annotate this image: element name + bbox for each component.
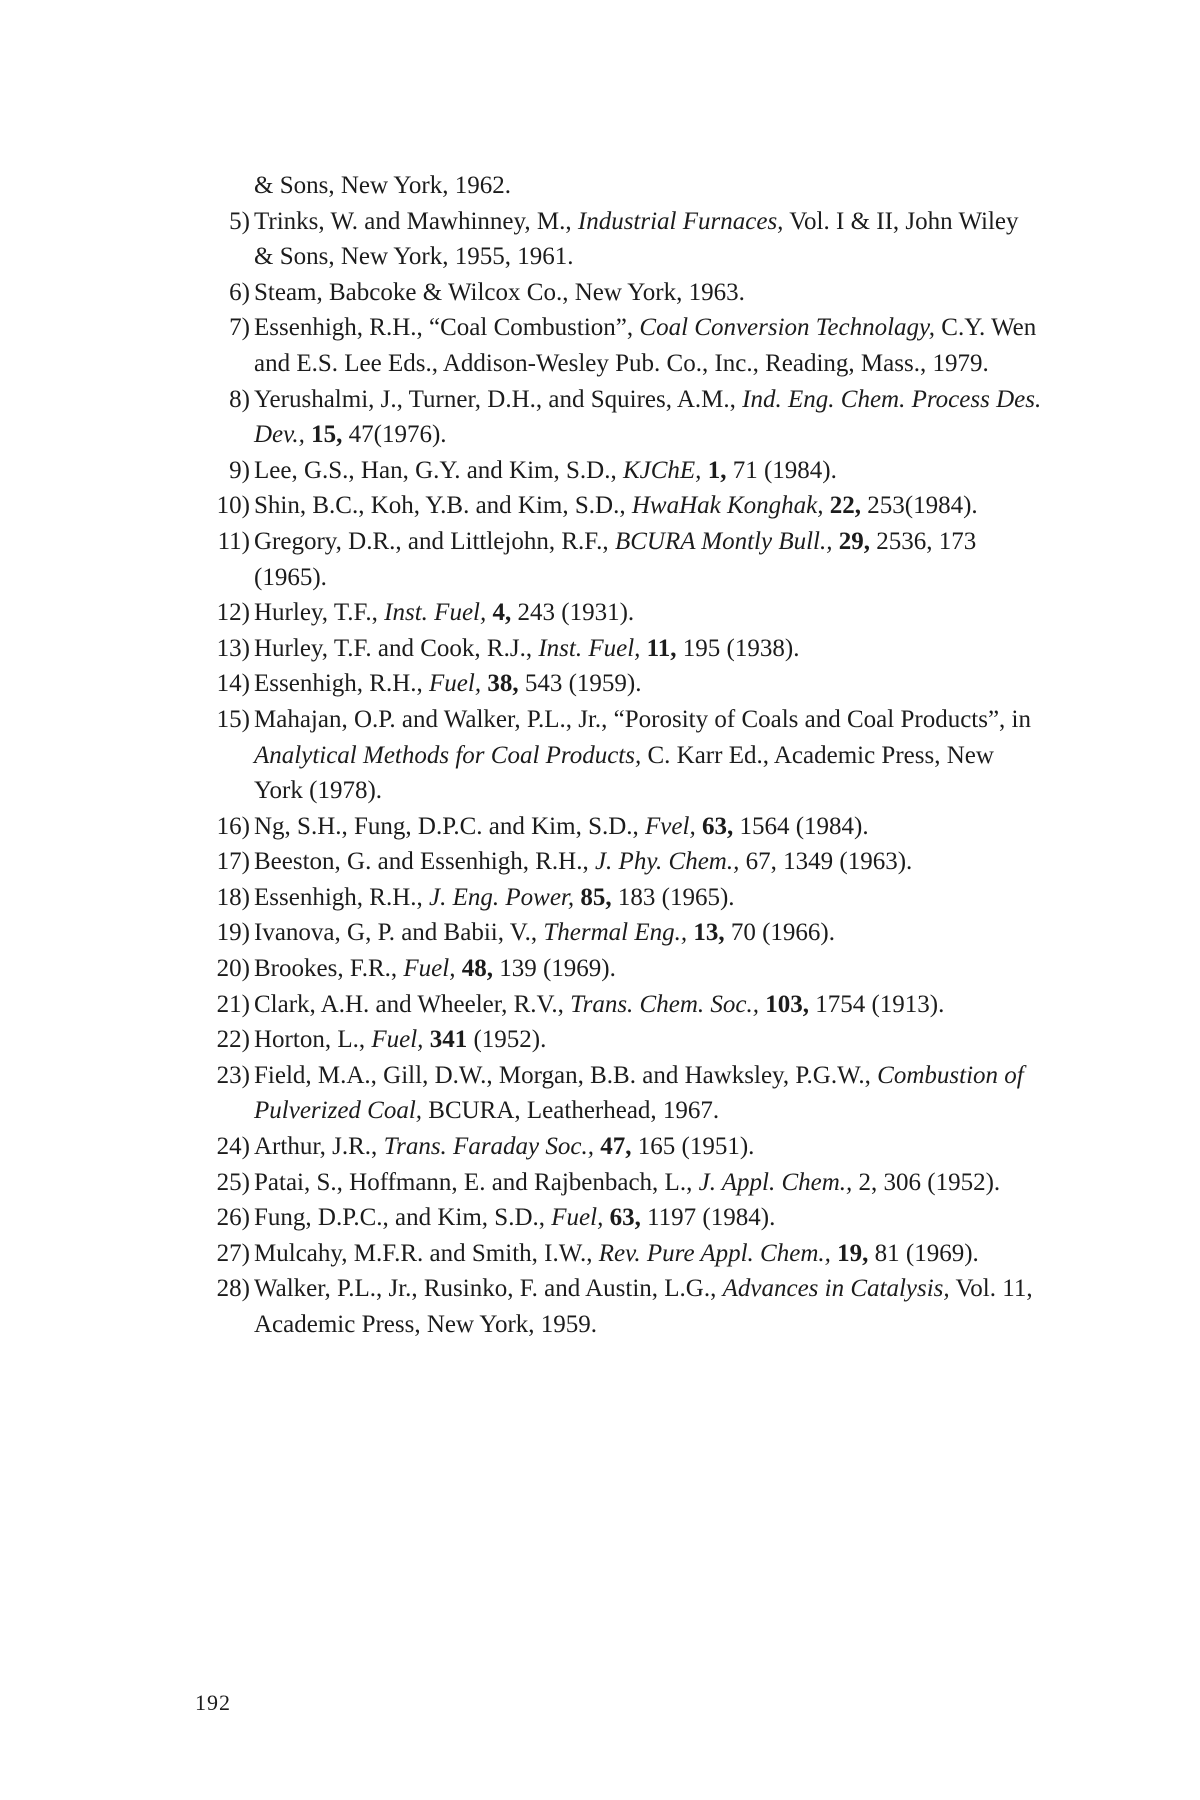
reference-text: Arthur, J.R., — [254, 1133, 384, 1161]
reference-text: Clark, A.H. and Wheeler, R.V., — [254, 990, 571, 1018]
reference-text: 38, — [487, 670, 519, 698]
reference-text: C.Y. Wen and E.S. Lee Eds., Addison-Wesley Pub. Co., Inc., Reading, Mass., 1979. — [254, 314, 1037, 377]
reference-text: Fuel, — [403, 955, 456, 983]
reference-text: Beeston, G. and Essenhigh, R.H., — [254, 848, 595, 876]
reference-text: Trans. Chem. Soc., — [570, 990, 759, 1018]
reference-text: Fuel, — [429, 670, 482, 698]
reference-text: (1952). — [467, 1026, 547, 1054]
reference-text: Fung, D.P.C., and Kim, S.D., — [254, 1204, 552, 1232]
reference-item — [222, 204, 1042, 275]
reference-text: 243 (1931). — [511, 599, 635, 627]
reference-text: 253(1984). — [861, 492, 978, 520]
reference-text: Fuel, — [551, 1204, 604, 1232]
reference-text: HwaHak Konghak, — [631, 492, 824, 520]
reference-item — [216, 1022, 1042, 1058]
reference-number: 5) — [229, 207, 250, 235]
reference-number: 13) — [216, 634, 250, 662]
reference-number: 14) — [216, 670, 250, 698]
reference-text: 139 (1969). — [492, 955, 616, 983]
reference-text: Advances in Catalysis, — [722, 1275, 950, 1303]
reference-item — [216, 987, 1042, 1023]
reference-item — [222, 168, 1042, 204]
reference-text: 195 (1938). — [676, 634, 800, 662]
reference-item — [216, 844, 1042, 880]
reference-text: Brookes, F.R., — [254, 955, 404, 983]
reference-number: 15) — [216, 705, 250, 733]
reference-text: Combustion of Pulverized Coal, — [254, 1061, 1024, 1125]
reference-text: J. Phy. Chem., — [594, 848, 740, 876]
reference-text: 71 (1984). — [726, 456, 837, 484]
reference-text: KJChE, — [622, 456, 702, 484]
reference-text: Industrial Furnaces, — [577, 207, 784, 235]
reference-text: Essenhigh, R.H., — [254, 670, 429, 698]
reference-text: 2, 306 (1952). — [852, 1168, 1001, 1196]
reference-text: 183 (1965). — [611, 883, 735, 911]
reference-text: Ng, S.H., Fung, D.P.C. and Kim, S.D., — [254, 812, 646, 840]
reference-text: 1754 (1913). — [808, 990, 945, 1018]
reference-item — [216, 880, 1042, 916]
reference-item — [217, 524, 1042, 595]
reference-text: Mulcahy, M.F.R. and Smith, I.W., — [254, 1239, 599, 1267]
reference-item — [216, 1129, 1042, 1165]
reference-text: 4, — [492, 599, 512, 627]
reference-text: Coal Conversion Technolagy, — [639, 314, 936, 342]
reference-text: 63, — [701, 812, 734, 840]
reference-number: 28) — [216, 1275, 250, 1303]
reference-number: 8) — [229, 385, 250, 413]
reference-text: Fvel, — [645, 812, 696, 840]
reference-item — [222, 382, 1042, 453]
reference-item — [222, 453, 1042, 489]
reference-item — [216, 702, 1042, 809]
reference-text: Steam, Babcoke & Wilcox Co., New York, 1963. — [254, 278, 745, 306]
reference-text: Hurley, T.F., — [254, 599, 385, 627]
reference-number: 16) — [216, 812, 250, 840]
reference-item — [216, 488, 1042, 524]
reference-text: 1564 (1984). — [733, 812, 869, 840]
reference-text: 165 (1951). — [631, 1133, 755, 1161]
reference-text: C. Karr Ed., Academic Press, New York (1978). — [254, 741, 994, 805]
reference-text: 63, — [609, 1204, 641, 1232]
reference-number: 12) — [216, 599, 250, 627]
reference-text: 11, — [646, 634, 677, 662]
reference-item — [216, 809, 1042, 845]
reference-text: 1197 (1984). — [640, 1204, 776, 1232]
reference-text: 15, — [311, 421, 343, 449]
reference-text: Essenhigh, R.H., “Coal Combustion”, — [254, 314, 640, 342]
reference-item — [216, 951, 1042, 987]
reference-text: 67, 1349 (1963). — [739, 848, 913, 876]
reference-text: Ind. Eng. Chem. Process Des. Dev., — [254, 385, 1042, 449]
reference-item — [216, 915, 1042, 951]
reference-text: Mahajan, O.P. and Walker, P.L., Jr., “Porosity of Coals and Coal Products”, in — [254, 705, 1032, 733]
reference-text: Lee, G.S., Han, G.Y. and Kim, S.D., — [254, 456, 623, 484]
reference-text: & Sons, New York, 1962. — [254, 172, 511, 199]
reference-number: 6) — [229, 278, 250, 306]
reference-text: Yerushalmi, J., Turner, D.H., and Squires, A.M., — [254, 385, 743, 413]
reference-number: 23) — [216, 1061, 250, 1089]
reference-item — [216, 1271, 1042, 1342]
reference-text: Horton, L., — [254, 1026, 372, 1054]
reference-number: 19) — [216, 919, 250, 947]
reference-text: 19, — [837, 1239, 869, 1267]
reference-number: 18) — [216, 883, 250, 911]
reference-text: Patai, S., Hoffmann, E. and Rajbenbach, L., — [254, 1168, 699, 1196]
reference-item — [216, 595, 1042, 631]
reference-number: 26) — [216, 1204, 250, 1232]
reference-text: 103, — [765, 990, 809, 1018]
reference-text: 13, — [693, 919, 725, 947]
reference-text: BCURA Montly Bull., — [614, 527, 833, 555]
reference-text: Inst. Fuel, — [538, 634, 641, 662]
reference-number: 7) — [229, 314, 250, 342]
reference-text: Essenhigh, R.H., — [254, 883, 429, 911]
reference-text: 2536, 173 (1965). — [254, 527, 977, 591]
reference-item — [216, 1165, 1042, 1201]
reference-text: 543 (1959). — [518, 670, 642, 698]
reference-item — [216, 1200, 1042, 1236]
reference-text: Trinks, W. and Mawhinney, M., — [254, 207, 578, 235]
reference-number: 20) — [216, 955, 250, 983]
page-number: 192 — [195, 1690, 231, 1715]
reference-text: Trans. Faraday Soc., — [383, 1133, 594, 1161]
reference-text: J. Eng. Power, — [429, 883, 575, 911]
reference-text: Walker, P.L., Jr., Rusinko, F. and Austin, L.G., — [254, 1275, 723, 1303]
reference-text: 47, — [600, 1133, 632, 1161]
reference-number: 27) — [216, 1239, 250, 1267]
reference-text: Ivanova, G, P. and Babii, V., — [254, 919, 544, 947]
reference-number: 11) — [217, 527, 250, 555]
reference-number: 17) — [216, 848, 250, 876]
reference-item — [216, 1058, 1042, 1129]
reference-number: 9) — [229, 456, 250, 484]
reference-item — [222, 275, 1042, 311]
reference-text: 48, — [461, 955, 493, 983]
reference-number: 25) — [216, 1168, 250, 1196]
reference-text: J. Appl. Chem., — [698, 1168, 853, 1196]
reference-text: Fuel, — [371, 1026, 424, 1054]
reference-text: 85, — [580, 883, 612, 911]
reference-text: 81 (1969). — [868, 1239, 979, 1267]
reference-text: Vol. 11, Academic Press, New York, 1959. — [254, 1275, 1033, 1338]
reference-list — [216, 168, 1042, 1343]
reference-text: 70 (1966). — [724, 919, 835, 947]
reference-text: 1, — [707, 456, 727, 484]
reference-text: Field, M.A., Gill, D.W., Morgan, B.B. and Hawksley, P.G.W., — [254, 1061, 878, 1089]
reference-text: 22, — [829, 492, 861, 520]
reference-item — [222, 310, 1042, 381]
reference-text: Rev. Pure Appl. Chem., — [598, 1239, 831, 1267]
reference-text: Inst. Fuel, — [384, 599, 487, 627]
reference-number: 24) — [216, 1133, 250, 1161]
reference-text: 29, — [838, 527, 871, 555]
reference-item — [216, 631, 1042, 667]
reference-item — [216, 1236, 1042, 1272]
reference-text: Analytical Methods for Coal Products, — [254, 741, 642, 769]
reference-text: Thermal Eng., — [543, 919, 688, 947]
reference-text: Hurley, T.F. and Cook, R.J., — [254, 634, 539, 662]
reference-number: 21) — [216, 990, 250, 1018]
reference-number: 22) — [216, 1026, 250, 1054]
reference-text: 341 — [429, 1026, 468, 1054]
reference-text: BCURA, Leatherhead, 1967. — [422, 1097, 720, 1125]
reference-text: Gregory, D.R., and Littlejohn, R.F., — [254, 527, 615, 555]
reference-number: 10) — [216, 492, 250, 520]
reference-item — [216, 666, 1042, 702]
reference-text: Shin, B.C., Koh, Y.B. and Kim, S.D., — [254, 492, 632, 520]
reference-text: 47(1976). — [342, 421, 447, 449]
reference-text: Vol. I & II, John Wiley & Sons, New York, 1955, 1961. — [254, 207, 1019, 271]
